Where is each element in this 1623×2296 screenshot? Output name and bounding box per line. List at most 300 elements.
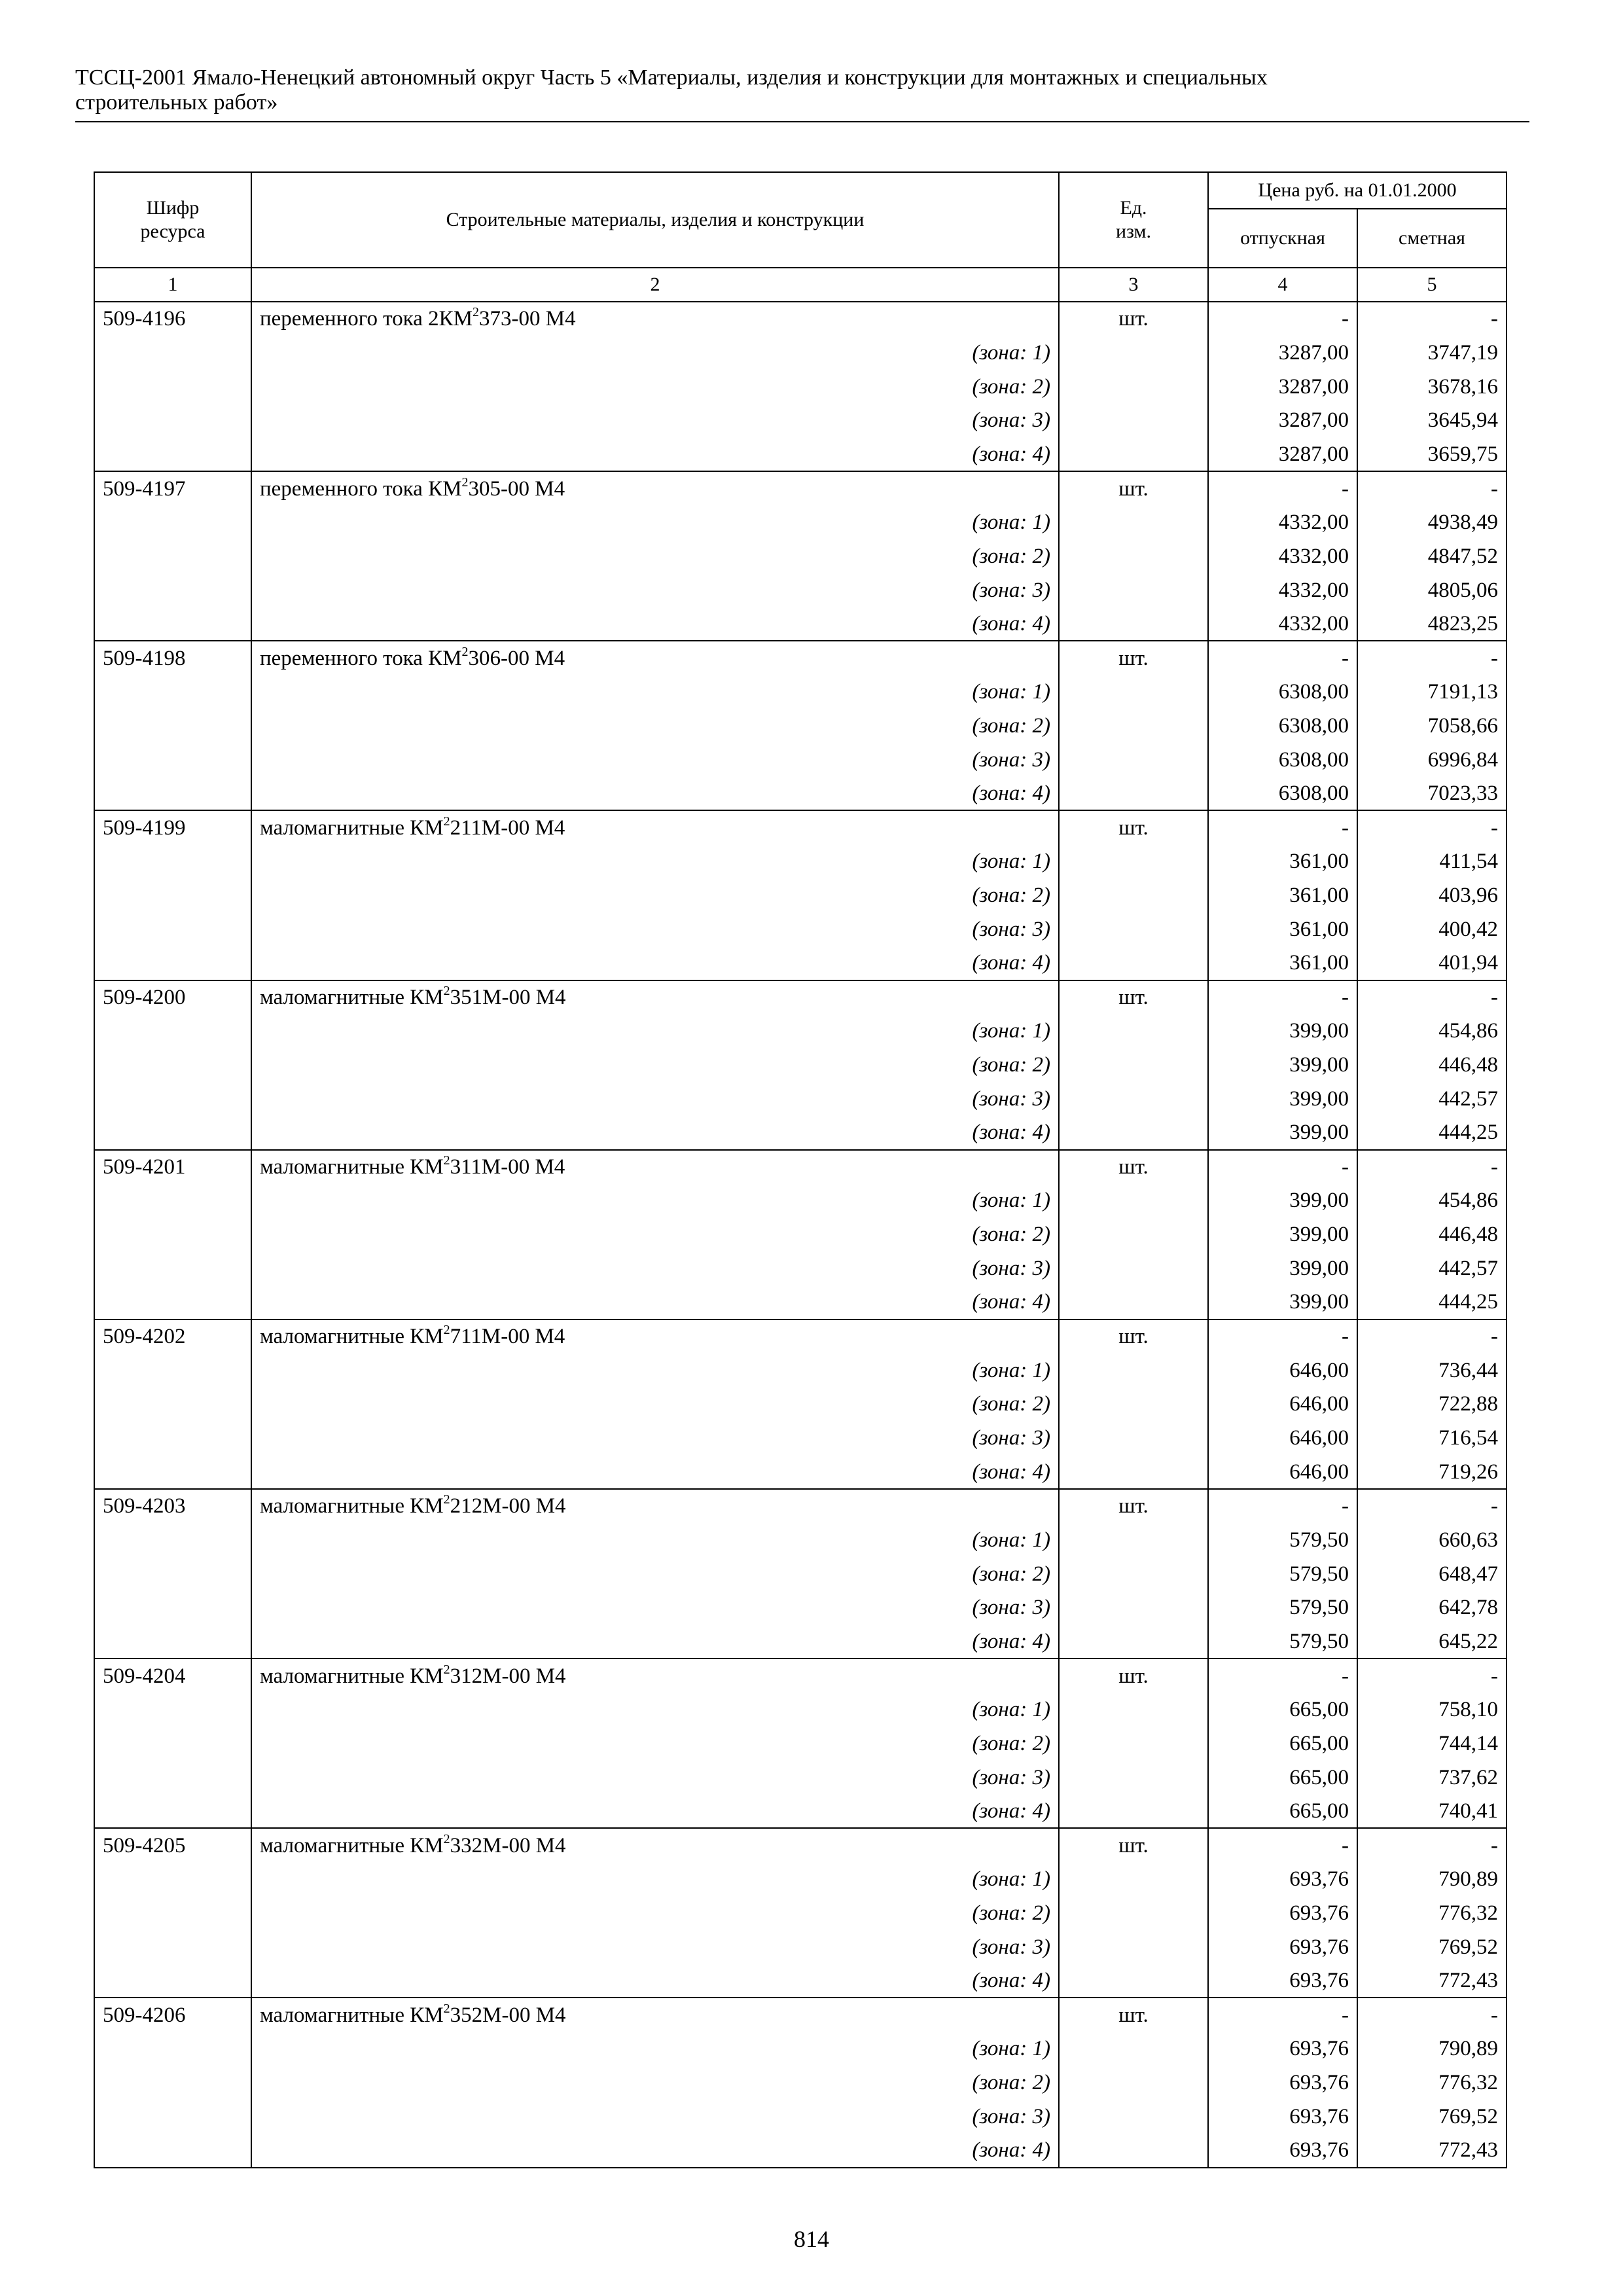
empty-unit-cell xyxy=(1059,2066,1208,2100)
zone-row xyxy=(94,1421,1507,1455)
resource-row xyxy=(94,1489,1507,1523)
zone-release-price: 579,50 xyxy=(1208,1523,1357,1557)
zone-label: (зона: 4) xyxy=(251,437,1059,471)
resource-name xyxy=(251,1659,1059,1693)
empty-code-cell xyxy=(94,1217,251,1251)
zone-estimate-price: 769,52 xyxy=(1357,2100,1507,2134)
zone-estimate-price: 648,47 xyxy=(1357,1557,1507,1591)
resource-name-text: маломагнитные КМ xyxy=(260,985,444,1009)
zone-estimate-price: 736,44 xyxy=(1357,1354,1507,1388)
estimate-price: - xyxy=(1357,641,1507,675)
zone-estimate-price: 6996,84 xyxy=(1357,743,1507,777)
header-line-1: ТССЦ-2001 Ямало-Ненецкий автономный округ Часть 5 «Материалы, изделия и конструкции для монтажных и специальных xyxy=(75,65,1268,90)
column-number: 5 xyxy=(1357,268,1507,302)
zone-release-price: 693,76 xyxy=(1208,2032,1357,2066)
empty-code-cell xyxy=(94,1523,251,1557)
zone-label: (зона: 1) xyxy=(251,1862,1059,1896)
resource-name-suffix: 312М-00 М4 xyxy=(450,1664,566,1688)
empty-code-cell xyxy=(94,1557,251,1591)
zone-release-price: 693,76 xyxy=(1208,2100,1357,2134)
table-header xyxy=(94,172,1507,302)
zone-estimate-price: 446,48 xyxy=(1357,1048,1507,1082)
zone-estimate-price: 3678,16 xyxy=(1357,370,1507,404)
zone-row xyxy=(94,2066,1507,2100)
resource-name-text: маломагнитные КМ xyxy=(260,1325,444,1349)
column-number: 1 xyxy=(94,268,251,302)
zone-release-price: 399,00 xyxy=(1208,1217,1357,1251)
zone-release-price: 693,76 xyxy=(1208,1896,1357,1930)
zone-estimate-price: 3747,19 xyxy=(1357,336,1507,370)
zone-release-price: 361,00 xyxy=(1208,912,1357,946)
empty-code-cell xyxy=(94,1048,251,1082)
zone-label: (зона: 2) xyxy=(251,1557,1059,1591)
empty-unit-cell xyxy=(1059,1014,1208,1048)
empty-unit-cell xyxy=(1059,1794,1208,1828)
empty-code-cell xyxy=(94,2066,251,2100)
zone-release-price: 693,76 xyxy=(1208,1862,1357,1896)
unit-cell: шт. xyxy=(1059,980,1208,1014)
zone-release-price: 6308,00 xyxy=(1208,709,1357,743)
empty-code-cell xyxy=(94,1184,251,1218)
empty-code-cell xyxy=(94,1014,251,1048)
empty-unit-cell xyxy=(1059,1693,1208,1727)
zone-row xyxy=(94,1082,1507,1116)
release-price: - xyxy=(1208,1489,1357,1523)
zone-row xyxy=(94,1862,1507,1896)
col-header-code-line2: ресурса xyxy=(140,221,205,242)
zone-estimate-price: 400,42 xyxy=(1357,912,1507,946)
resource-row xyxy=(94,302,1507,336)
empty-code-cell xyxy=(94,1964,251,1998)
empty-unit-cell xyxy=(1059,1048,1208,1082)
zone-label: (зона: 1) xyxy=(251,336,1059,370)
resource-code: 509-4206 xyxy=(94,1998,251,2032)
resource-code: 509-4197 xyxy=(94,471,251,505)
zone-estimate-price: 660,63 xyxy=(1357,1523,1507,1557)
zone-row xyxy=(94,1455,1507,1489)
zone-row xyxy=(94,1930,1507,1964)
zone-estimate-price: 7191,13 xyxy=(1357,675,1507,709)
zone-estimate-price: 411,54 xyxy=(1357,844,1507,878)
empty-unit-cell xyxy=(1059,1590,1208,1624)
empty-unit-cell xyxy=(1059,1727,1208,1761)
zone-row xyxy=(94,2100,1507,2134)
header-line-2: строительных работ» xyxy=(75,90,278,115)
zone-label: (зона: 4) xyxy=(251,1285,1059,1319)
resource-name-suffix: 211М-00 М4 xyxy=(450,816,565,840)
zone-release-price: 665,00 xyxy=(1208,1761,1357,1795)
release-price: - xyxy=(1208,810,1357,844)
col-header-estimate: сметная xyxy=(1357,209,1507,268)
empty-code-cell xyxy=(94,573,251,607)
col-header-code xyxy=(94,172,251,268)
zone-estimate-price: 744,14 xyxy=(1357,1727,1507,1761)
zone-release-price: 3287,00 xyxy=(1208,336,1357,370)
zone-row xyxy=(94,1354,1507,1388)
zone-label: (зона: 1) xyxy=(251,1693,1059,1727)
zone-estimate-price: 444,25 xyxy=(1357,1285,1507,1319)
empty-code-cell xyxy=(94,1930,251,1964)
empty-unit-cell xyxy=(1059,403,1208,437)
empty-unit-cell xyxy=(1059,2032,1208,2066)
zone-estimate-price: 737,62 xyxy=(1357,1761,1507,1795)
zone-label: (зона: 2) xyxy=(251,2066,1059,2100)
zone-release-price: 6308,00 xyxy=(1208,743,1357,777)
empty-unit-cell xyxy=(1059,1761,1208,1795)
estimate-price: - xyxy=(1357,1659,1507,1693)
zone-release-price: 399,00 xyxy=(1208,1251,1357,1285)
empty-code-cell xyxy=(94,709,251,743)
empty-unit-cell xyxy=(1059,2100,1208,2134)
unit-cell: шт. xyxy=(1059,1489,1208,1523)
zone-row xyxy=(94,1896,1507,1930)
zone-label: (зона: 1) xyxy=(251,675,1059,709)
empty-code-cell xyxy=(94,844,251,878)
zone-label: (зона: 1) xyxy=(251,1354,1059,1388)
release-price: - xyxy=(1208,1319,1357,1354)
zone-row xyxy=(94,1727,1507,1761)
resource-name-text: переменного тока КМ xyxy=(260,646,462,670)
empty-unit-cell xyxy=(1059,2134,1208,2168)
estimate-price: - xyxy=(1357,1828,1507,1862)
unit-cell: шт. xyxy=(1059,1659,1208,1693)
resource-name xyxy=(251,471,1059,505)
estimate-price: - xyxy=(1357,810,1507,844)
resource-name-superscript: 2 xyxy=(443,814,450,829)
empty-unit-cell xyxy=(1059,1557,1208,1591)
resource-code: 509-4199 xyxy=(94,810,251,844)
zone-label: (зона: 4) xyxy=(251,1455,1059,1489)
empty-unit-cell xyxy=(1059,1082,1208,1116)
zone-label: (зона: 3) xyxy=(251,2100,1059,2134)
empty-unit-cell xyxy=(1059,1862,1208,1896)
resource-name-superscript: 2 xyxy=(443,983,450,998)
col-header-code-line1: Шифр xyxy=(146,197,200,219)
zone-label: (зона: 1) xyxy=(251,1523,1059,1557)
zone-row xyxy=(94,336,1507,370)
zone-label: (зона: 4) xyxy=(251,1624,1059,1659)
resource-name xyxy=(251,302,1059,336)
zone-release-price: 579,50 xyxy=(1208,1557,1357,1591)
zone-estimate-price: 7023,33 xyxy=(1357,777,1507,811)
col-header-release: отпускная xyxy=(1208,209,1357,268)
resource-name-superscript: 2 xyxy=(461,475,469,490)
zone-release-price: 4332,00 xyxy=(1208,607,1357,641)
column-numbers-row xyxy=(94,268,1507,302)
zone-label: (зона: 1) xyxy=(251,1014,1059,1048)
col-header-unit-line2: изм. xyxy=(1116,221,1151,242)
zone-release-price: 361,00 xyxy=(1208,844,1357,878)
zone-estimate-price: 442,57 xyxy=(1357,1251,1507,1285)
price-table xyxy=(94,171,1507,2168)
empty-code-cell xyxy=(94,1354,251,1388)
resource-name xyxy=(251,1489,1059,1523)
zone-row xyxy=(94,573,1507,607)
col-header-name: Строительные материалы, изделия и конструкции xyxy=(251,172,1059,268)
zone-row xyxy=(94,370,1507,404)
zone-release-price: 3287,00 xyxy=(1208,403,1357,437)
empty-code-cell xyxy=(94,2032,251,2066)
empty-code-cell xyxy=(94,1624,251,1659)
zone-release-price: 693,76 xyxy=(1208,2134,1357,2168)
empty-code-cell xyxy=(94,743,251,777)
resource-name-text: маломагнитные КМ xyxy=(260,1494,444,1518)
resource-name-text: маломагнитные КМ xyxy=(260,2003,444,2027)
zone-estimate-price: 3645,94 xyxy=(1357,403,1507,437)
zone-row xyxy=(94,607,1507,641)
resource-name-suffix: 332М-00 М4 xyxy=(450,1833,566,1857)
unit-cell: шт. xyxy=(1059,471,1208,505)
column-number: 3 xyxy=(1059,268,1208,302)
resource-name-superscript: 2 xyxy=(443,1323,450,1338)
page-header xyxy=(75,65,1528,115)
estimate-price: - xyxy=(1357,1319,1507,1354)
zone-release-price: 693,76 xyxy=(1208,2066,1357,2100)
release-price: - xyxy=(1208,1150,1357,1184)
zone-release-price: 665,00 xyxy=(1208,1727,1357,1761)
zone-estimate-price: 7058,66 xyxy=(1357,709,1507,743)
zone-row xyxy=(94,1557,1507,1591)
empty-unit-cell xyxy=(1059,539,1208,573)
zone-estimate-price: 446,48 xyxy=(1357,1217,1507,1251)
empty-unit-cell xyxy=(1059,437,1208,471)
zone-estimate-price: 4847,52 xyxy=(1357,539,1507,573)
resource-row xyxy=(94,980,1507,1014)
zone-estimate-price: 3659,75 xyxy=(1357,437,1507,471)
empty-unit-cell xyxy=(1059,1184,1208,1218)
empty-code-cell xyxy=(94,1116,251,1150)
empty-code-cell xyxy=(94,1693,251,1727)
zone-label: (зона: 2) xyxy=(251,1048,1059,1082)
resource-name xyxy=(251,810,1059,844)
resource-name-text: маломагнитные КМ xyxy=(260,1833,444,1857)
empty-code-cell xyxy=(94,1421,251,1455)
empty-unit-cell xyxy=(1059,1624,1208,1659)
zone-row xyxy=(94,1285,1507,1319)
empty-unit-cell xyxy=(1059,844,1208,878)
zone-estimate-price: 444,25 xyxy=(1357,1116,1507,1150)
zone-label: (зона: 3) xyxy=(251,1421,1059,1455)
empty-unit-cell xyxy=(1059,777,1208,811)
zone-label: (зона: 2) xyxy=(251,878,1059,912)
zone-estimate-price: 645,22 xyxy=(1357,1624,1507,1659)
zone-row xyxy=(94,1116,1507,1150)
zone-release-price: 693,76 xyxy=(1208,1930,1357,1964)
empty-unit-cell xyxy=(1059,878,1208,912)
zone-release-price: 646,00 xyxy=(1208,1388,1357,1422)
resource-row xyxy=(94,1319,1507,1354)
release-price: - xyxy=(1208,641,1357,675)
resource-row xyxy=(94,810,1507,844)
zone-label: (зона: 2) xyxy=(251,1217,1059,1251)
empty-unit-cell xyxy=(1059,1388,1208,1422)
empty-unit-cell xyxy=(1059,1964,1208,1998)
resource-name-suffix: 351М-00 М4 xyxy=(450,985,566,1009)
zone-row xyxy=(94,675,1507,709)
empty-unit-cell xyxy=(1059,946,1208,980)
empty-code-cell xyxy=(94,878,251,912)
unit-cell: шт. xyxy=(1059,1828,1208,1862)
zone-estimate-price: 772,43 xyxy=(1357,1964,1507,1998)
zone-estimate-price: 403,96 xyxy=(1357,878,1507,912)
column-number: 2 xyxy=(251,268,1059,302)
empty-code-cell xyxy=(94,370,251,404)
resource-name-suffix: 305-00 М4 xyxy=(468,476,565,501)
zone-label: (зона: 1) xyxy=(251,2032,1059,2066)
zone-release-price: 6308,00 xyxy=(1208,777,1357,811)
zone-label: (зона: 2) xyxy=(251,709,1059,743)
empty-code-cell xyxy=(94,2134,251,2168)
empty-code-cell xyxy=(94,336,251,370)
zone-label: (зона: 1) xyxy=(251,1184,1059,1218)
header-divider xyxy=(75,121,1529,122)
zone-label: (зона: 3) xyxy=(251,1930,1059,1964)
empty-unit-cell xyxy=(1059,370,1208,404)
empty-code-cell xyxy=(94,912,251,946)
zone-label: (зона: 2) xyxy=(251,1896,1059,1930)
estimate-price: - xyxy=(1357,1150,1507,1184)
zone-release-price: 646,00 xyxy=(1208,1354,1357,1388)
zone-label: (зона: 3) xyxy=(251,573,1059,607)
zone-release-price: 693,76 xyxy=(1208,1964,1357,1998)
zone-release-price: 399,00 xyxy=(1208,1116,1357,1150)
empty-code-cell xyxy=(94,1082,251,1116)
resource-name-text: маломагнитные КМ xyxy=(260,1155,444,1179)
unit-cell: шт. xyxy=(1059,1150,1208,1184)
zone-release-price: 646,00 xyxy=(1208,1421,1357,1455)
empty-code-cell xyxy=(94,1251,251,1285)
zone-release-price: 665,00 xyxy=(1208,1693,1357,1727)
resource-row xyxy=(94,1150,1507,1184)
zone-row xyxy=(94,539,1507,573)
zone-row xyxy=(94,1964,1507,1998)
release-price: - xyxy=(1208,1828,1357,1862)
zone-release-price: 361,00 xyxy=(1208,878,1357,912)
empty-unit-cell xyxy=(1059,1285,1208,1319)
zone-release-price: 399,00 xyxy=(1208,1014,1357,1048)
resource-code: 509-4200 xyxy=(94,980,251,1014)
resource-name xyxy=(251,980,1059,1014)
empty-unit-cell xyxy=(1059,336,1208,370)
unit-cell: шт. xyxy=(1059,302,1208,336)
resource-name-suffix: 311М-00 М4 xyxy=(450,1155,565,1179)
empty-code-cell xyxy=(94,1285,251,1319)
unit-cell: шт. xyxy=(1059,1998,1208,2032)
zone-estimate-price: 642,78 xyxy=(1357,1590,1507,1624)
zone-estimate-price: 772,43 xyxy=(1357,2134,1507,2168)
zone-label: (зона: 3) xyxy=(251,1251,1059,1285)
estimate-price: - xyxy=(1357,302,1507,336)
zone-row xyxy=(94,946,1507,980)
zone-release-price: 579,50 xyxy=(1208,1590,1357,1624)
zone-row xyxy=(94,1184,1507,1218)
zone-release-price: 399,00 xyxy=(1208,1184,1357,1218)
resource-code: 509-4201 xyxy=(94,1150,251,1184)
zone-label: (зона: 4) xyxy=(251,1116,1059,1150)
resource-row xyxy=(94,471,1507,505)
resource-code: 509-4205 xyxy=(94,1828,251,1862)
zone-row xyxy=(94,844,1507,878)
zone-row xyxy=(94,1388,1507,1422)
zone-estimate-price: 740,41 xyxy=(1357,1794,1507,1828)
zone-row xyxy=(94,403,1507,437)
empty-unit-cell xyxy=(1059,1251,1208,1285)
resource-name-suffix: 352М-00 М4 xyxy=(450,2003,566,2027)
resource-code: 509-4204 xyxy=(94,1659,251,1693)
column-number: 4 xyxy=(1208,268,1357,302)
resource-name-superscript: 2 xyxy=(443,1831,450,1846)
empty-unit-cell xyxy=(1059,1523,1208,1557)
zone-estimate-price: 719,26 xyxy=(1357,1455,1507,1489)
resource-name xyxy=(251,1828,1059,1862)
resource-name xyxy=(251,641,1059,675)
zone-estimate-price: 401,94 xyxy=(1357,946,1507,980)
empty-unit-cell xyxy=(1059,1116,1208,1150)
zone-row xyxy=(94,1693,1507,1727)
zone-row xyxy=(94,777,1507,811)
zone-label: (зона: 2) xyxy=(251,539,1059,573)
resource-name-superscript: 2 xyxy=(443,2001,450,2016)
resource-code: 509-4203 xyxy=(94,1489,251,1523)
empty-unit-cell xyxy=(1059,1896,1208,1930)
zone-release-price: 399,00 xyxy=(1208,1048,1357,1082)
zone-label: (зона: 4) xyxy=(251,1964,1059,1998)
resource-name-superscript: 2 xyxy=(461,644,469,659)
page-number: 814 xyxy=(794,2226,829,2252)
zone-label: (зона: 3) xyxy=(251,912,1059,946)
empty-code-cell xyxy=(94,777,251,811)
empty-code-cell xyxy=(94,675,251,709)
zone-label: (зона: 1) xyxy=(251,505,1059,539)
empty-code-cell xyxy=(94,1388,251,1422)
zone-release-price: 399,00 xyxy=(1208,1285,1357,1319)
zone-row xyxy=(94,1523,1507,1557)
estimate-price: - xyxy=(1357,1998,1507,2032)
zone-row xyxy=(94,878,1507,912)
resource-code: 509-4198 xyxy=(94,641,251,675)
resource-code: 509-4202 xyxy=(94,1319,251,1354)
zone-estimate-price: 769,52 xyxy=(1357,1930,1507,1964)
estimate-price: - xyxy=(1357,980,1507,1014)
zone-label: (зона: 4) xyxy=(251,777,1059,811)
resource-name-suffix: 711М-00 М4 xyxy=(450,1325,565,1349)
zone-estimate-price: 454,86 xyxy=(1357,1014,1507,1048)
zone-release-price: 579,50 xyxy=(1208,1624,1357,1659)
zone-row xyxy=(94,2032,1507,2066)
zone-label: (зона: 3) xyxy=(251,1082,1059,1116)
empty-unit-cell xyxy=(1059,505,1208,539)
col-header-unit xyxy=(1059,172,1208,268)
zone-label: (зона: 3) xyxy=(251,1590,1059,1624)
zone-row xyxy=(94,709,1507,743)
resource-row xyxy=(94,1998,1507,2032)
zone-estimate-price: 776,32 xyxy=(1357,2066,1507,2100)
empty-code-cell xyxy=(94,1794,251,1828)
zone-label: (зона: 2) xyxy=(251,1727,1059,1761)
unit-cell: шт. xyxy=(1059,810,1208,844)
zone-estimate-price: 722,88 xyxy=(1357,1388,1507,1422)
resource-name xyxy=(251,1319,1059,1354)
zone-row xyxy=(94,437,1507,471)
zone-estimate-price: 790,89 xyxy=(1357,2032,1507,2066)
release-price: - xyxy=(1208,302,1357,336)
empty-unit-cell xyxy=(1059,607,1208,641)
zone-release-price: 4332,00 xyxy=(1208,539,1357,573)
unit-cell: шт. xyxy=(1059,641,1208,675)
empty-code-cell xyxy=(94,437,251,471)
resource-name-superscript: 2 xyxy=(443,1662,450,1677)
resource-name-text: переменного тока 2КМ xyxy=(260,307,473,331)
